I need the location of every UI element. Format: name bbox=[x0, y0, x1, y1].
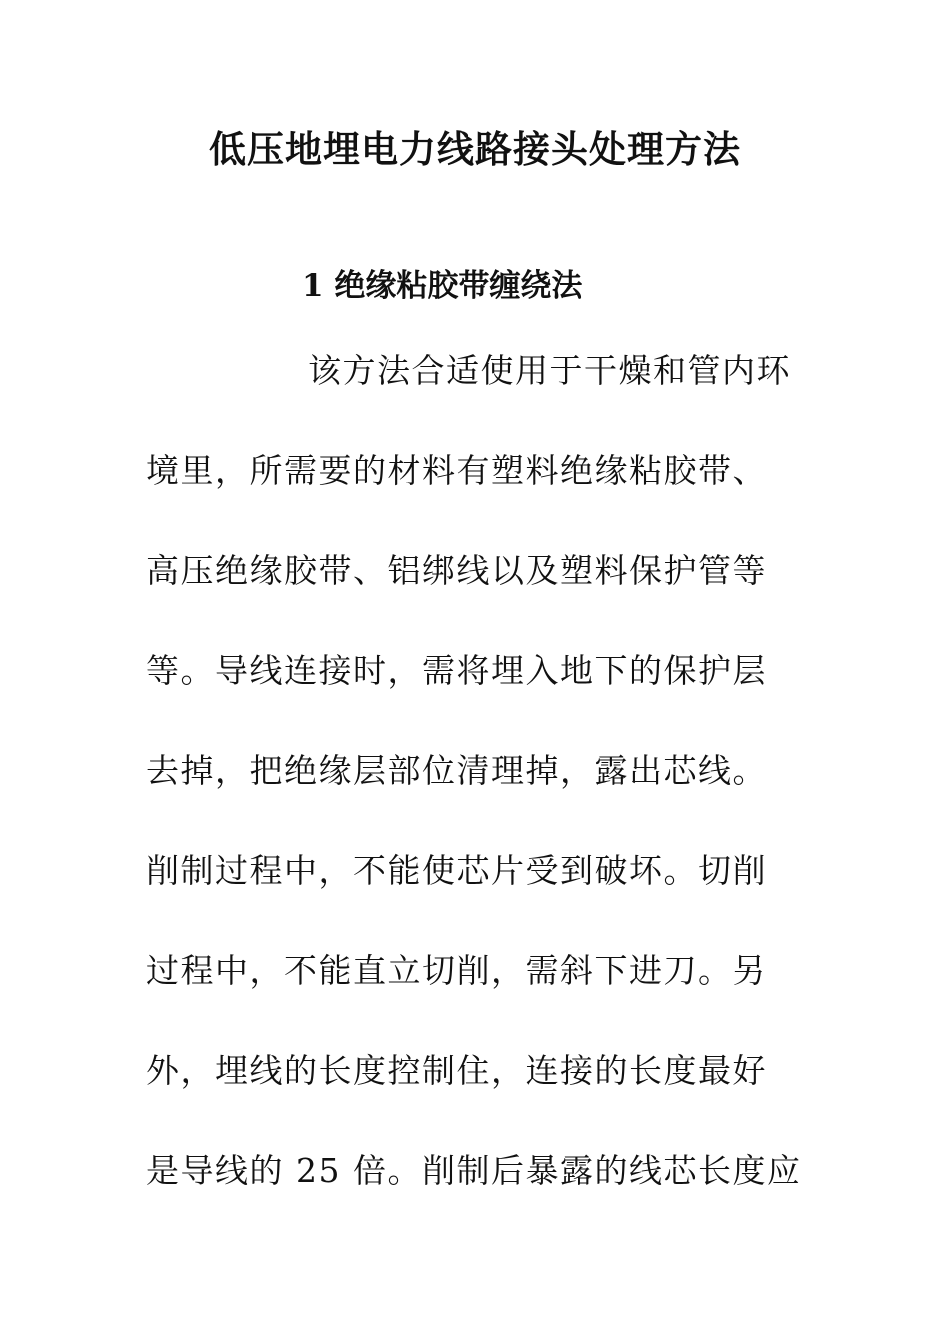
paragraph-line: 境里，所需要的材料有塑料绝缘粘胶带、 bbox=[146, 451, 767, 490]
paragraph-line: 是导线的 25 倍。削制后暴露的线芯长度应 bbox=[146, 1151, 802, 1190]
paragraph-line: 过程中，不能直立切削，需斜下进刀。另 bbox=[146, 951, 767, 990]
paragraph-line: 高压绝缘胶带、铝绑线以及塑料保护管等 bbox=[146, 551, 767, 590]
paragraph-line: 削制过程中，不能使芯片受到破坏。切削 bbox=[146, 851, 767, 890]
paragraph-line: 去掉，把绝缘层部位清理掉，露出芯线。 bbox=[146, 751, 767, 790]
document-title: 低压地埋电力线路接头处理方法 bbox=[209, 128, 741, 171]
paragraph-line: 等。导线连接时，需将埋入地下的保护层 bbox=[146, 651, 767, 690]
section-heading: 1 绝缘粘胶带缠绕法 bbox=[302, 268, 583, 304]
paragraph-line: 该方法合适使用于干燥和管内环 bbox=[308, 351, 791, 390]
paragraph-line: 外，埋线的长度控制住，连接的长度最好 bbox=[146, 1051, 767, 1090]
